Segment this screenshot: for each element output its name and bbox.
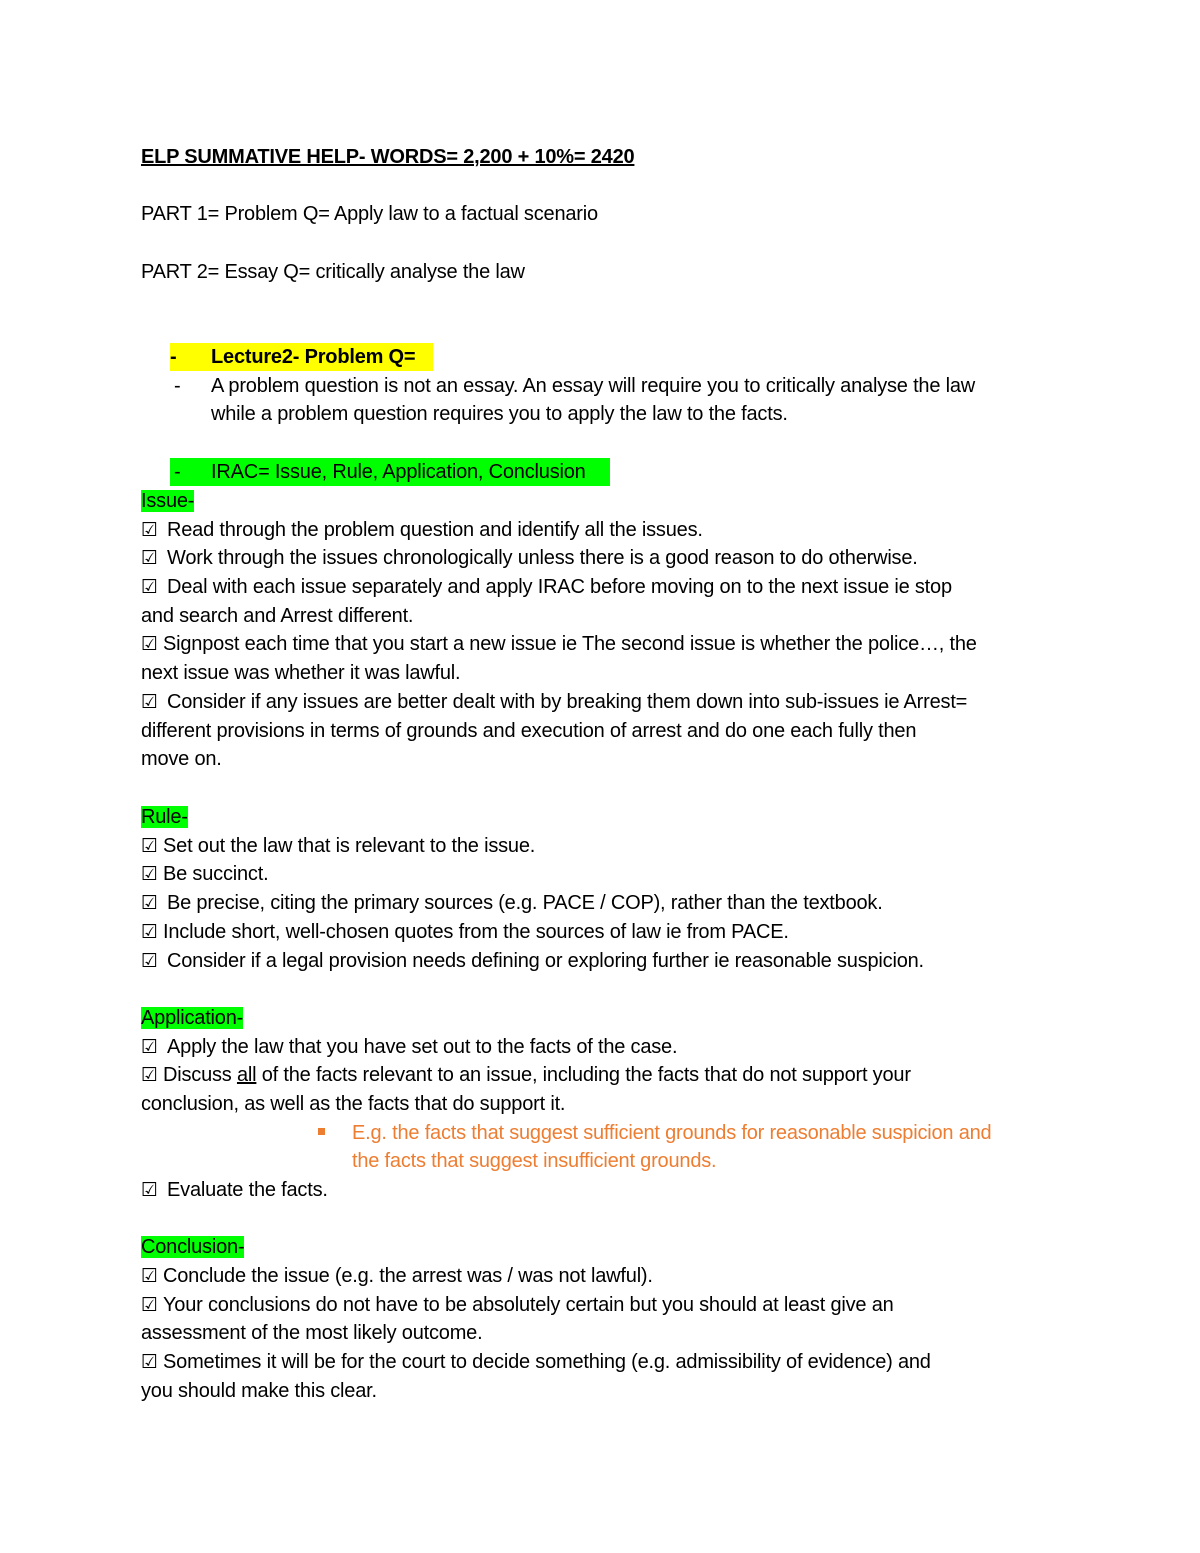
application-item: ☑ Apply the law that you have set out to the facts of the case. <box>141 1033 677 1061</box>
emphasis-underline: all <box>236 1064 257 1086</box>
square-bullet-icon <box>318 1128 325 1135</box>
lecture-heading-row <box>170 343 433 371</box>
irac-heading-row <box>170 458 610 486</box>
rule-item: ☑ Be precise, citing the primary sources (e.g. PACE / COP), rather than the textbook. <box>141 889 883 917</box>
issue-item: ☑ Signpost each time that you start a new issue ie The second issue is whether the police…, the <box>141 630 977 658</box>
checkbox-icon: ☑ <box>141 921 158 943</box>
conclusion-item-continuation: assessment of the most likely outcome. <box>141 1322 483 1344</box>
application-example-line: the facts that suggest insufficient grounds. <box>352 1150 717 1172</box>
checkbox-icon: ☑ <box>141 691 158 713</box>
issue-item: ☑ Work through the issues chronologically unless there is a good reason to do otherwise. <box>141 544 918 572</box>
issue-item: ☑ Read through the problem question and identify all the issues. <box>141 516 703 544</box>
checkbox-icon: ☑ <box>141 1294 158 1316</box>
conclusion-item: ☑ Conclude the issue (e.g. the arrest was / was not lawful). <box>141 1262 653 1290</box>
checkbox-icon: ☑ <box>141 892 158 914</box>
issue-item: ☑ Deal with each issue separately and apply IRAC before moving on to the next issue ie stop <box>141 573 952 601</box>
application-example-line: E.g. the facts that suggest sufficient grounds for reasonable suspicion and <box>352 1122 992 1144</box>
rule-item: ☑ Include short, well-chosen quotes from the sources of law ie from PACE. <box>141 918 789 946</box>
conclusion-item: ☑ Sometimes it will be for the court to decide something (e.g. admissibility of evidence) and <box>141 1348 931 1376</box>
part-1-line: PART 1= Problem Q= Apply law to a factual scenario <box>141 203 598 225</box>
part-2-line: PART 2= Essay Q= critically analyse the law <box>141 261 525 283</box>
lecture-bullet-line: while a problem question requires you to apply the law to the facts. <box>211 403 788 425</box>
checkbox-icon: ☑ <box>141 547 158 569</box>
conclusion-item-continuation: you should make this clear. <box>141 1380 377 1402</box>
issue-item-continuation: and search and Arrest different. <box>141 605 414 627</box>
issue-item-continuation: next issue was whether it was lawful. <box>141 662 461 684</box>
checkbox-icon: ☑ <box>141 1036 158 1058</box>
dash-bullet: - <box>174 375 181 397</box>
rule-section-heading: Rule- <box>141 806 188 828</box>
checkbox-icon: ☑ <box>141 576 158 598</box>
checkbox-icon: ☑ <box>141 1179 158 1201</box>
rule-item: ☑ Consider if a legal provision needs defining or exploring further ie reasonable suspicion. <box>141 947 924 975</box>
issue-item-continuation: move on. <box>141 748 222 770</box>
conclusion-section-heading: Conclusion- <box>141 1236 245 1258</box>
checkbox-icon: ☑ <box>141 835 158 857</box>
dash-bullet: - <box>174 461 181 483</box>
issue-item: ☑ Consider if any issues are better dealt with by breaking them down into sub-issues ie Arrest= <box>141 688 967 716</box>
checkbox-icon: ☑ <box>141 863 158 885</box>
dash-bullet: - <box>170 346 177 368</box>
rule-item: ☑ Be succinct. <box>141 860 268 888</box>
checkbox-icon: ☑ <box>141 1265 158 1287</box>
lecture-heading: Lecture2- Problem Q= <box>211 346 416 368</box>
application-item: ☑ Evaluate the facts. <box>141 1176 328 1204</box>
issue-item-continuation: different provisions in terms of grounds and execution of arrest and do one each fully then <box>141 720 917 742</box>
conclusion-item: ☑ Your conclusions do not have to be absolutely certain but you should at least give an <box>141 1291 894 1319</box>
checkbox-icon: ☑ <box>141 633 158 655</box>
rule-item: ☑ Set out the law that is relevant to the issue. <box>141 832 535 860</box>
checkbox-icon: ☑ <box>141 1351 158 1373</box>
document-title: ELP SUMMATIVE HELP- WORDS= 2,200 + 10%= 2420 <box>141 146 635 168</box>
application-item-continuation: conclusion, as well as the facts that do support it. <box>141 1093 566 1115</box>
application-section-heading: Application- <box>141 1007 244 1029</box>
lecture-bullet-line: A problem question is not an essay. An essay will require you to critically analyse the law <box>211 375 976 397</box>
application-item: ☑ Discuss all of the facts relevant to an issue, including the facts that do not support your <box>141 1061 911 1089</box>
issue-section-heading: Issue- <box>141 490 195 512</box>
checkbox-icon: ☑ <box>141 519 158 541</box>
irac-heading: IRAC= Issue, Rule, Application, Conclusion <box>211 461 586 483</box>
checkbox-icon: ☑ <box>141 950 158 972</box>
checkbox-icon: ☑ <box>141 1064 158 1086</box>
